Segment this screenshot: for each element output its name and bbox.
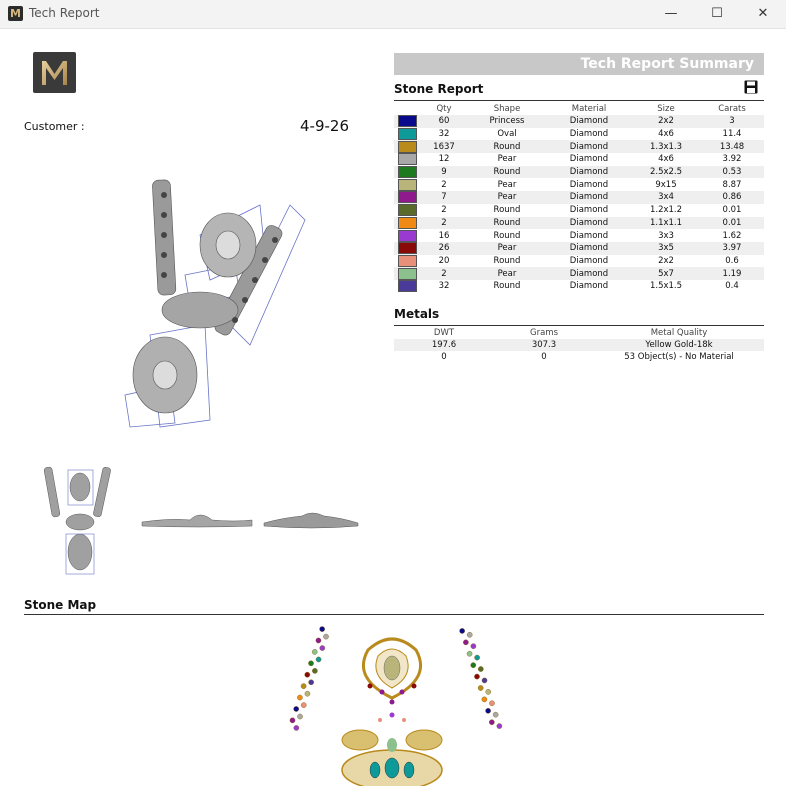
stone-color-swatch bbox=[398, 268, 417, 280]
stone-dot bbox=[478, 666, 485, 673]
stone-dot bbox=[466, 650, 473, 657]
cell-material: Diamond bbox=[546, 140, 632, 153]
floppy-disk-icon[interactable] bbox=[744, 80, 758, 94]
stone-dot bbox=[481, 677, 488, 684]
cell-material: Diamond bbox=[546, 166, 632, 179]
column-header: Grams bbox=[530, 328, 558, 338]
stone-dot bbox=[315, 637, 322, 644]
stone-color-swatch bbox=[398, 204, 417, 216]
table-row bbox=[394, 217, 764, 230]
cell-size: 3x4 bbox=[632, 191, 700, 204]
cell-qty: 2 bbox=[441, 179, 447, 190]
color-swatch-cell bbox=[394, 217, 420, 230]
cell-qty: 1637 bbox=[420, 140, 468, 153]
cell-dwt: 0 bbox=[441, 352, 447, 362]
table-row bbox=[394, 255, 764, 268]
summary-header: Tech Report Summary bbox=[394, 53, 764, 75]
minimize-button[interactable]: — bbox=[664, 6, 678, 21]
color-swatch-cell bbox=[394, 242, 420, 255]
jewelry-render-main bbox=[110, 165, 340, 435]
report-date: 4-9-26 bbox=[300, 117, 349, 135]
cell-qty: 20 bbox=[438, 255, 450, 266]
stone-dot bbox=[304, 671, 311, 678]
stone-map-divider bbox=[24, 614, 764, 615]
stone-dot bbox=[485, 689, 492, 696]
color-swatch-cell bbox=[394, 267, 420, 280]
cell-material: Diamond bbox=[546, 191, 632, 204]
stone-dot bbox=[289, 717, 296, 724]
cell-material: Diamond bbox=[569, 129, 609, 140]
metals-table bbox=[394, 327, 764, 363]
table-row bbox=[394, 153, 764, 166]
color-swatch-cell bbox=[394, 166, 420, 179]
cell-carats: 3.92 bbox=[722, 154, 742, 165]
cell-shape: Round bbox=[468, 217, 546, 230]
cell-material: Diamond bbox=[546, 242, 632, 255]
cell-size: 1.1x1.1 bbox=[632, 217, 700, 230]
stone-color-swatch bbox=[398, 153, 417, 165]
column-header: Material bbox=[571, 104, 607, 114]
cell-shape: Pear bbox=[468, 267, 546, 280]
cell-dwt: 197.6 bbox=[394, 339, 494, 351]
stone-color-swatch bbox=[398, 255, 417, 267]
cell-shape: Pear bbox=[497, 154, 517, 165]
column-header bbox=[394, 103, 420, 115]
stone-dot bbox=[308, 660, 315, 667]
stone-report-title: Stone Report bbox=[394, 82, 484, 96]
table-row bbox=[394, 280, 764, 293]
table-row bbox=[394, 242, 764, 255]
cell-grams: 0 bbox=[541, 352, 547, 362]
stone-dot bbox=[311, 649, 318, 656]
table-row bbox=[394, 229, 764, 242]
stone-dot bbox=[474, 654, 481, 661]
stone-color-swatch bbox=[398, 115, 417, 127]
stone-dot bbox=[293, 725, 300, 732]
cell-carats: 0.01 bbox=[700, 217, 764, 230]
table-row bbox=[394, 339, 764, 351]
color-swatch-cell bbox=[394, 255, 420, 268]
table-row bbox=[394, 351, 764, 363]
color-swatch-cell bbox=[394, 153, 420, 166]
cell-carats: 0.4 bbox=[725, 281, 739, 292]
cell-size: 1.5x1.5 bbox=[649, 281, 683, 292]
table-row bbox=[394, 140, 764, 153]
stone-dot bbox=[304, 690, 311, 697]
stone-dot bbox=[297, 713, 304, 720]
cell-qty: 12 bbox=[438, 154, 450, 165]
stone-dot bbox=[319, 645, 326, 652]
cell-shape: Round bbox=[493, 281, 521, 292]
stone-dot bbox=[319, 626, 326, 633]
customer-label: Customer : bbox=[24, 120, 85, 133]
stone-color-swatch bbox=[398, 191, 417, 203]
color-swatch-cell bbox=[394, 178, 420, 191]
cell-qty: 2 bbox=[420, 217, 468, 230]
stone-color-swatch bbox=[398, 242, 417, 254]
cell-carats: 0.6 bbox=[725, 255, 739, 266]
column-header: Metal Quality bbox=[650, 328, 708, 338]
table-row bbox=[394, 115, 764, 128]
cell-material: Diamond bbox=[546, 267, 632, 280]
stone-color-swatch bbox=[398, 230, 417, 242]
cell-carats: 0.53 bbox=[700, 166, 764, 179]
cell-qty: 2 bbox=[441, 205, 447, 216]
stone-dot bbox=[470, 662, 477, 669]
cell-grams: 307.3 bbox=[494, 339, 594, 351]
cell-shape: Pear bbox=[468, 242, 546, 255]
cell-carats: 0.01 bbox=[722, 205, 742, 216]
app-icon: M bbox=[8, 6, 23, 21]
color-swatch-cell bbox=[394, 191, 420, 204]
stone-dot bbox=[323, 633, 330, 640]
stone-color-swatch bbox=[398, 280, 417, 292]
stone-dot bbox=[308, 679, 315, 686]
window-title: Tech Report bbox=[29, 6, 100, 20]
stone-dot bbox=[466, 632, 473, 639]
color-swatch-cell bbox=[394, 115, 420, 128]
stone-dot bbox=[470, 643, 477, 650]
cell-size: 3x3 bbox=[658, 230, 674, 241]
cell-shape: Round bbox=[493, 205, 521, 216]
cell-shape: Round bbox=[468, 140, 546, 153]
table-row bbox=[394, 166, 764, 179]
column-header: Size bbox=[657, 104, 675, 114]
cell-material: Diamond bbox=[569, 179, 609, 190]
cell-shape: Round bbox=[468, 166, 546, 179]
stone-dot bbox=[463, 639, 470, 646]
table-row bbox=[394, 267, 764, 280]
stone-dot bbox=[293, 706, 300, 713]
cell-qty: 60 bbox=[420, 115, 468, 128]
cell-material: Diamond bbox=[546, 115, 632, 128]
stone-color-swatch bbox=[398, 179, 417, 191]
stone-dot bbox=[300, 702, 307, 709]
stone-dot bbox=[496, 723, 503, 730]
column-header: DWT bbox=[433, 328, 455, 338]
stone-dot bbox=[489, 700, 496, 707]
jewelry-render-side bbox=[140, 508, 255, 532]
column-header: Shape bbox=[493, 104, 521, 114]
maximize-button[interactable]: ☐ bbox=[711, 6, 723, 21]
cell-size: 1.3x1.3 bbox=[632, 140, 700, 153]
jewelry-render-top bbox=[262, 508, 360, 532]
cell-size: 9x15 bbox=[655, 179, 677, 190]
stone-dot bbox=[489, 719, 496, 726]
stone-color-swatch bbox=[398, 217, 417, 229]
color-swatch-cell bbox=[394, 140, 420, 153]
table-row bbox=[394, 191, 764, 204]
stone-dot bbox=[481, 696, 488, 703]
stone-color-swatch bbox=[398, 141, 417, 153]
cell-carats: 8.87 bbox=[722, 179, 742, 190]
cell-shape: Round bbox=[493, 255, 521, 266]
cell-carats: 3 bbox=[700, 115, 764, 128]
color-swatch-cell bbox=[394, 204, 420, 217]
cell-size: 2x2 bbox=[632, 115, 700, 128]
table-row bbox=[394, 178, 764, 191]
cell-material: Diamond bbox=[569, 230, 609, 241]
cell-qty: 16 bbox=[438, 230, 450, 241]
table-row bbox=[394, 204, 764, 217]
table-header-row bbox=[394, 103, 764, 115]
stone-dot bbox=[300, 683, 307, 690]
stone-map-image bbox=[210, 620, 574, 786]
title-bar bbox=[0, 0, 786, 29]
cell-qty: 32 bbox=[438, 129, 450, 140]
cell-size: 2.5x2.5 bbox=[632, 166, 700, 179]
column-header: Carats bbox=[718, 104, 746, 114]
cell-qty: 32 bbox=[438, 281, 450, 292]
cell-carats: 11.4 bbox=[722, 129, 742, 140]
cell-shape: Pear bbox=[497, 179, 517, 190]
stone-color-swatch bbox=[398, 128, 417, 140]
color-swatch-cell bbox=[394, 229, 420, 242]
cell-size: 5x7 bbox=[632, 267, 700, 280]
cell-carats: 3.97 bbox=[700, 242, 764, 255]
cell-size: 4x6 bbox=[658, 154, 674, 165]
cell-carats: 1.19 bbox=[700, 267, 764, 280]
cell-qty: 9 bbox=[420, 166, 468, 179]
cell-quality: 53 Object(s) - No Material bbox=[624, 352, 734, 362]
color-swatch-cell bbox=[394, 128, 420, 141]
cell-shape: Oval bbox=[497, 129, 517, 140]
cell-size: 1.2x1.2 bbox=[649, 205, 683, 216]
cell-size: 2x2 bbox=[658, 255, 674, 266]
cell-material: Diamond bbox=[569, 154, 609, 165]
stone-dot bbox=[459, 628, 466, 635]
metals-divider bbox=[394, 325, 764, 326]
cell-qty: 2 bbox=[420, 267, 468, 280]
cell-material: Diamond bbox=[569, 281, 609, 292]
cell-carats: 1.62 bbox=[722, 230, 742, 241]
cell-shape: Pear bbox=[468, 191, 546, 204]
cell-quality: Yellow Gold-18k bbox=[594, 339, 764, 351]
stone-dot bbox=[297, 694, 304, 701]
stone-dot bbox=[474, 673, 481, 680]
stone-dot bbox=[485, 708, 492, 715]
cell-material: Diamond bbox=[569, 255, 609, 266]
cell-carats: 0.86 bbox=[700, 191, 764, 204]
cell-carats: 13.48 bbox=[700, 140, 764, 153]
table-row bbox=[394, 128, 764, 141]
metals-title: Metals bbox=[394, 307, 440, 321]
jewelry-render-front bbox=[40, 462, 120, 578]
stone-color-swatch bbox=[398, 166, 417, 178]
close-button[interactable]: ✕ bbox=[757, 6, 769, 21]
stone-report-table bbox=[394, 103, 764, 293]
column-header: Qty bbox=[436, 104, 452, 114]
cell-material: Diamond bbox=[569, 205, 609, 216]
cell-shape: Princess bbox=[468, 115, 546, 128]
cell-qty: 7 bbox=[420, 191, 468, 204]
stone-dot bbox=[492, 711, 499, 718]
stone-report-divider bbox=[394, 100, 764, 101]
stone-dot bbox=[315, 656, 322, 663]
cell-size: 4x6 bbox=[658, 129, 674, 140]
stone-dot bbox=[477, 685, 484, 692]
cell-material: Diamond bbox=[546, 217, 632, 230]
cell-qty: 26 bbox=[420, 242, 468, 255]
color-swatch-cell bbox=[394, 280, 420, 293]
stone-dot bbox=[312, 668, 319, 675]
cell-shape: Round bbox=[493, 230, 521, 241]
stone-map-title: Stone Map bbox=[24, 598, 97, 612]
cell-size: 3x5 bbox=[632, 242, 700, 255]
brand-logo bbox=[33, 52, 76, 93]
table-header-row bbox=[394, 327, 764, 339]
